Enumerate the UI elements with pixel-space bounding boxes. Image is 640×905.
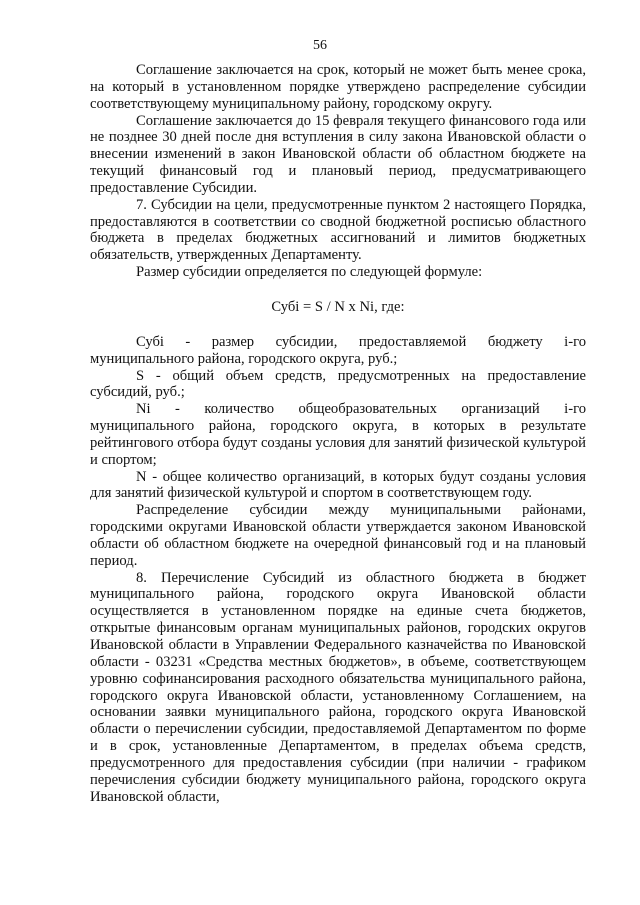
- page-number: 56: [313, 38, 327, 53]
- paragraph-agreement-deadline: Соглашение заключается до 15 февраля текущего финансового года или не позднее 30 дней после дня вступления в силу закона Ивановской области о внесении изменений в закон Ивановской области об областном бюджете на текущий финансовый год и плановый период, предусматривающего предоставление Субсидии.: [90, 112, 586, 196]
- paragraph-agreement-term: Соглашение заключается на срок, который не может быть менее срока, на который в установленном порядке утверждено распределение субсидии соответствующему муниципальному району, городскому округу.: [90, 62, 586, 112]
- paragraph-item-7: 7. Субсидии на цели, предусмотренные пунктом 2 настоящего Порядка, предоставляются в соответствии со сводной бюджетной росписью областного бюджета в пределах бюджетных ассигнований и лимитов бюджетных обязательств, утвержденных Департаменту.: [90, 196, 586, 264]
- paragraph-formula-intro: Размер субсидии определяется по следующей формуле:: [136, 264, 483, 281]
- paragraph-distribution: Распределение субсидии между муниципальными районами, городскими округами Ивановской области утверждается законом Ивановской области об областном бюджете на очередной финансовый год и на плановый период.: [90, 502, 586, 569]
- formula: Субi = S / N x Ni, где:: [271, 298, 405, 315]
- definition-s: S - общий объем средств, предусмотренных на предоставление субсидий, руб.;: [90, 367, 586, 401]
- paragraph-item-8: 8. Перечисление Субсидий из областного бюджета в бюджет муниципального района, городского округа Ивановской области осуществляется в установленном порядке на единые счета бюджетов, открытые финансовым органам муниципальных районов, городских округов Ивановской области в Управлении Федерального казначейства по Ивановской области - 03231 «Средства местных бюджетов», в объеме, соответствующем уровню софинансирования расходного обязательства муниципального района, городского округа Ивановской области, установленному Соглашением, на основании заявки муниципального района, городского округа Ивановской области о перечислении субсидии, предоставляемой Департаментом по форме и в срок, установленные Департаментом, в пределах объема средств, предусмотренного для предоставления субсидии (при наличии - графиком перечисления субсидии бюджету муниципального района, городского округа Ивановской области,: [90, 569, 586, 805]
- definition-sub-i: Субi - размер субсидии, предоставляемой бюджету i-го муниципального района, городского округа, руб.;: [90, 333, 586, 367]
- definition-n: N - общее количество организаций, в которых будут созданы условия для занятий физической культурой и спортом в соответствующем году.: [90, 468, 586, 502]
- definition-ni: Ni - количество общеобразовательных организаций i-го муниципального района, городского округа, в которых в результате рейтингового отбора будут созданы условия для занятий физической культурой и спортом;: [90, 401, 586, 468]
- document-body: [90, 62, 586, 805]
